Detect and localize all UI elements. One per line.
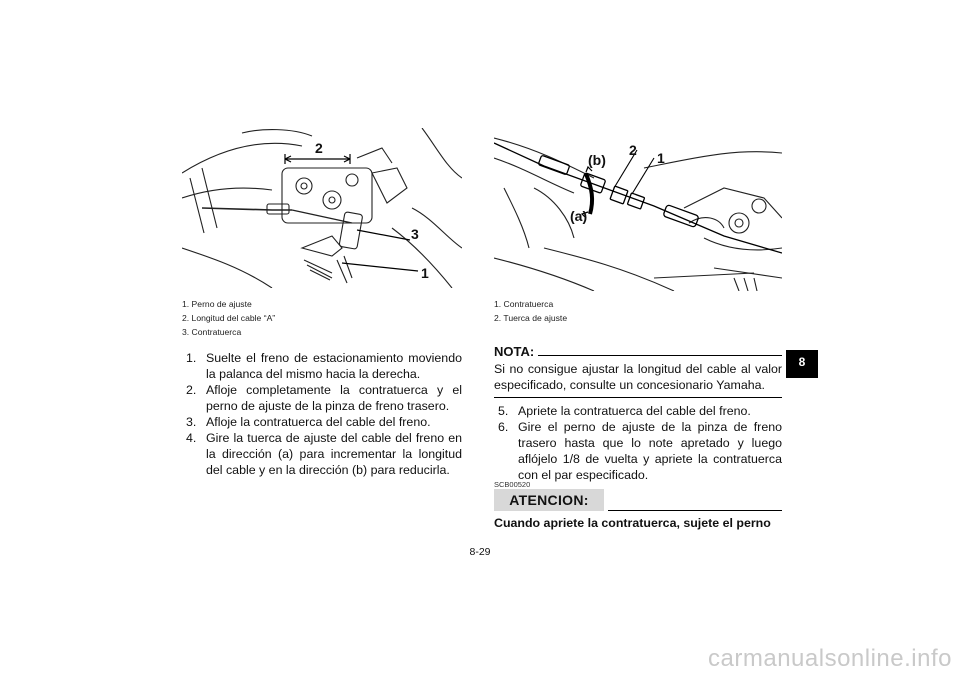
figure-right-legend <box>494 297 567 325</box>
step-item: 3. Afloje la contratuerca del cable del freno. <box>186 415 431 429</box>
nota-heading: NOTA: <box>494 344 535 359</box>
page-number: 8-29 <box>469 546 491 558</box>
atencion-heading: ATENCION: <box>494 489 604 511</box>
figure-brake-cable <box>494 128 782 291</box>
nota-rule <box>538 355 782 356</box>
callout-3: 3 <box>411 226 419 242</box>
step-item: 6. Gire el perno de ajuste de la pinza de freno trasero hasta que lo note apretado y luego aflójelo 1/8 de vuelta y apriete la contratuerca con el par especificado. <box>498 420 782 482</box>
legend-item: 3. Contratuerca <box>182 327 242 337</box>
cable-illustration <box>494 128 782 291</box>
callout-2: 2 <box>629 142 637 158</box>
callout-a: (a) <box>570 208 588 224</box>
nota-text: Si no consigue ajustar la longitud del cable al valor especificado, consulte un concesionario Yamaha. <box>494 362 782 392</box>
nota-end-rule <box>494 397 782 398</box>
legend-item: 1. Perno de ajuste <box>182 299 252 309</box>
atencion-rule <box>608 510 782 511</box>
legend-item: 2. Longitud del cable “A” <box>182 313 276 323</box>
warning-code: SCB00520 <box>494 480 531 489</box>
figure-brake-caliper <box>182 128 462 288</box>
callout-2: 2 <box>315 140 323 156</box>
warning-text: Cuando apriete la contratuerca, sujete el perno <box>494 516 771 530</box>
watermark-text: carmanualsonline.info <box>708 645 952 672</box>
callout-b: (b) <box>588 152 606 168</box>
step-item: 2. Afloje completamente la contratuerca y el perno de ajuste de la pinza de freno trasero. <box>186 383 462 413</box>
legend-item: 2. Tuerca de ajuste <box>494 313 568 323</box>
steps-list-left <box>186 350 462 478</box>
step-item: 4. Gire la tuerca de ajuste del cable del freno en la dirección (a) para incrementar la longitud del cable y en la dirección (b) para reducirla. <box>186 431 462 477</box>
legend-item: 1. Contratuerca <box>494 299 554 309</box>
callout-1: 1 <box>421 265 429 281</box>
callout-1: 1 <box>657 150 665 166</box>
figure-left-legend <box>182 297 275 339</box>
section-tab: 8 <box>786 350 818 378</box>
step-item: 1. Suelte el freno de estacionamiento moviendo la palanca del mismo hacia la derecha. <box>186 351 462 381</box>
steps-list-right <box>498 403 782 483</box>
step-item: 5. Apriete la contratuerca del cable del freno. <box>498 404 751 418</box>
